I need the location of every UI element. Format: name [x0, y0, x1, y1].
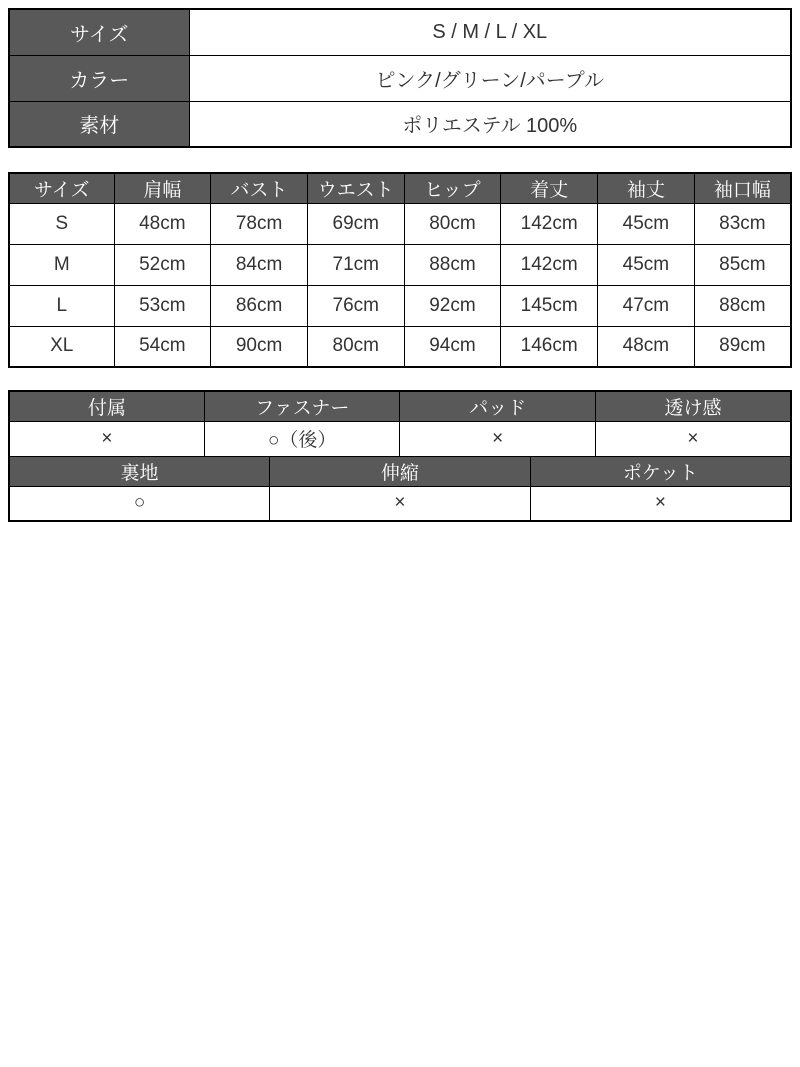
size-cell: L [9, 285, 114, 326]
measure-cell: 48cm [598, 326, 695, 367]
feat-value-sheerness: × [595, 421, 791, 456]
table-row [9, 421, 791, 456]
feat-value-stretch: × [270, 486, 531, 521]
col-header-hip: ヒップ [404, 173, 501, 203]
measure-cell: 45cm [598, 203, 695, 244]
table-header-row [9, 391, 791, 421]
feat-value-lining: ○ [9, 486, 270, 521]
info-value-size: S / M / L / XL [189, 9, 791, 55]
feat-header-fastener: ファスナー [204, 391, 399, 421]
col-header-cuff: 袖口幅 [694, 173, 791, 203]
measure-cell: 48cm [114, 203, 211, 244]
table-row [9, 9, 791, 55]
feat-value-pad: × [400, 421, 595, 456]
feat-value-pocket: × [530, 486, 791, 521]
table-row [9, 285, 791, 326]
info-value-material: ポリエステル 100% [189, 101, 791, 147]
size-measurement-table [8, 172, 792, 368]
col-header-size: サイズ [9, 173, 114, 203]
measure-cell: 90cm [211, 326, 308, 367]
size-cell: M [9, 244, 114, 285]
measure-cell: 83cm [694, 203, 791, 244]
measure-cell: 54cm [114, 326, 211, 367]
measure-cell: 84cm [211, 244, 308, 285]
table-row [9, 203, 791, 244]
measure-cell: 52cm [114, 244, 211, 285]
empty-space [8, 522, 792, 1042]
col-header-waist: ウエスト [307, 173, 404, 203]
measure-cell: 94cm [404, 326, 501, 367]
measure-cell: 92cm [404, 285, 501, 326]
feat-value-accessory: × [9, 421, 204, 456]
table-header-row [9, 456, 791, 486]
info-label-size: サイズ [9, 9, 189, 55]
measure-cell: 47cm [598, 285, 695, 326]
table-row [9, 55, 791, 101]
measure-cell: 78cm [211, 203, 308, 244]
product-info-table [8, 8, 792, 148]
col-header-shoulder: 肩幅 [114, 173, 211, 203]
col-header-length: 着丈 [501, 173, 598, 203]
measure-cell: 76cm [307, 285, 404, 326]
measure-cell: 88cm [404, 244, 501, 285]
col-header-sleeve: 袖丈 [598, 173, 695, 203]
feat-header-sheerness: 透け感 [595, 391, 791, 421]
feat-header-accessory: 付属 [9, 391, 204, 421]
feat-header-lining: 裏地 [9, 456, 270, 486]
table-row [9, 326, 791, 367]
size-cell: S [9, 203, 114, 244]
feat-header-pad: パッド [400, 391, 595, 421]
col-header-bust: バスト [211, 173, 308, 203]
size-cell: XL [9, 326, 114, 367]
table-row [9, 101, 791, 147]
table-header-row [9, 173, 791, 203]
measure-cell: 89cm [694, 326, 791, 367]
feat-value-fastener: ○（後） [204, 421, 399, 456]
measure-cell: 71cm [307, 244, 404, 285]
measure-cell: 146cm [501, 326, 598, 367]
table-row [9, 486, 791, 521]
info-label-color: カラー [9, 55, 189, 101]
feat-header-stretch: 伸縮 [270, 456, 531, 486]
measure-cell: 85cm [694, 244, 791, 285]
measure-cell: 145cm [501, 285, 598, 326]
measure-cell: 86cm [211, 285, 308, 326]
measure-cell: 45cm [598, 244, 695, 285]
feature-table [8, 390, 792, 522]
info-label-material: 素材 [9, 101, 189, 147]
measure-cell: 80cm [307, 326, 404, 367]
info-value-color: ピンク/グリーン/パープル [189, 55, 791, 101]
measure-cell: 88cm [694, 285, 791, 326]
measure-cell: 69cm [307, 203, 404, 244]
measure-cell: 142cm [501, 203, 598, 244]
measure-cell: 53cm [114, 285, 211, 326]
table-row [9, 244, 791, 285]
measure-cell: 142cm [501, 244, 598, 285]
measure-cell: 80cm [404, 203, 501, 244]
feat-header-pocket: ポケット [530, 456, 791, 486]
